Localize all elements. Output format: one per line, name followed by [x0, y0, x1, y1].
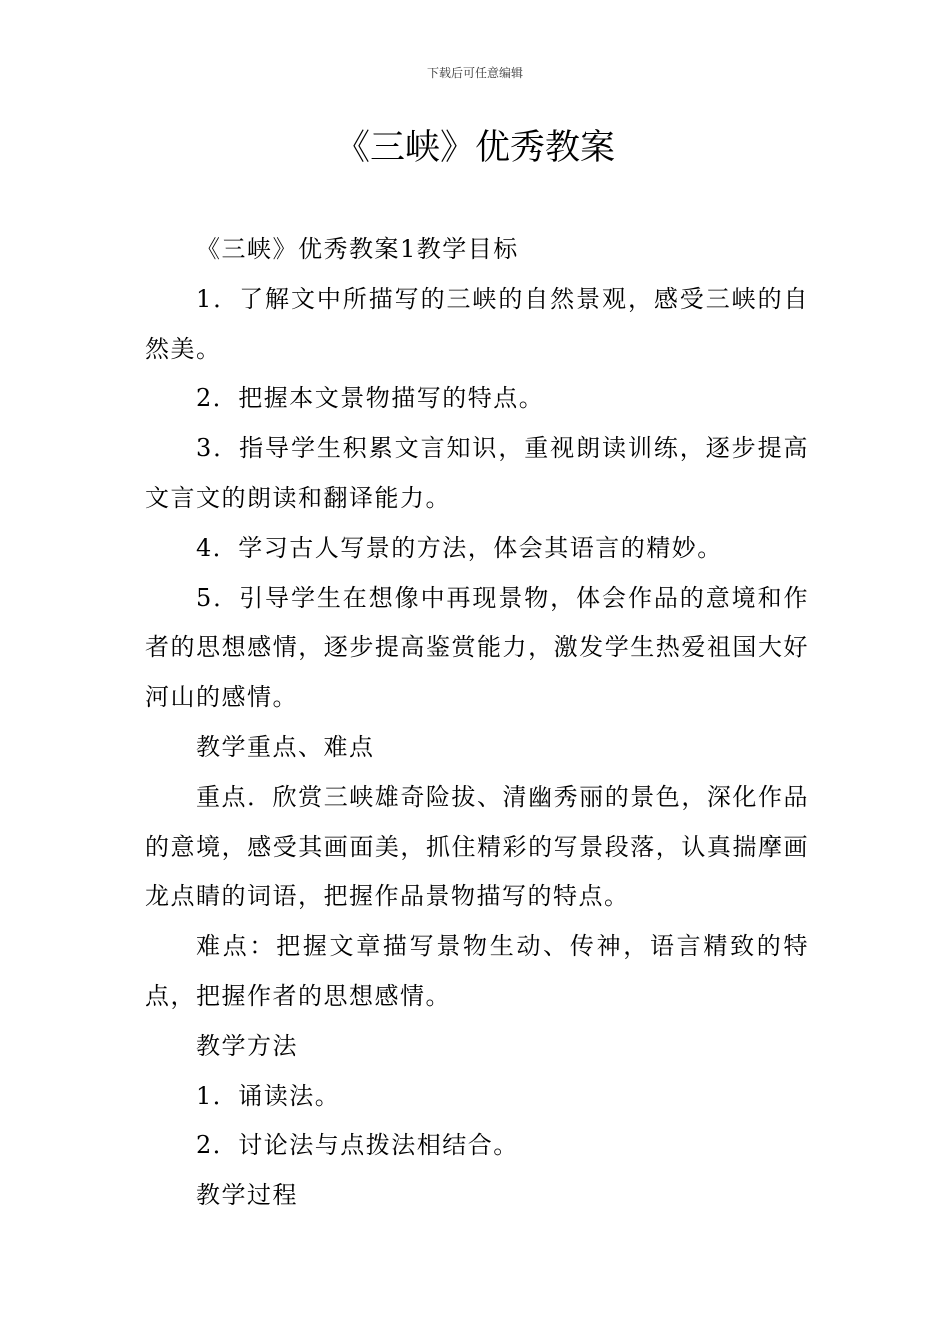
- heading-teaching-objectives: 《三峡》优秀教案1教学目标: [196, 235, 519, 263]
- document-title: 《三峡》优秀教案: [334, 128, 615, 168]
- heading-teaching-process: 教学过程: [196, 1181, 298, 1210]
- objective-item-2: 2．把握本文景物描写的特点。: [196, 384, 545, 413]
- heading-key-difficult-points: 教学重点、难点: [196, 732, 375, 761]
- method-item-2: 2．讨论法与点拨法相结合。: [196, 1131, 519, 1160]
- objective-item-3: 3．指导学生积累文言知识，重视朗读训练，逐步提高文言文的朗读和翻译能力。: [145, 434, 809, 512]
- method-item-1: 1．诵读法。: [196, 1081, 341, 1110]
- difficult-point-paragraph: 难点：把握文章描写景物生动、传神，语言精致的特点，把握作者的思想感情。: [145, 932, 809, 1010]
- objective-item-5: 5．引导学生在想像中再现景物，体会作品的意境和作者的思想感情，逐步提高鉴赏能力，激发学生热爱祖国大好河山的感情。: [145, 583, 809, 712]
- heading-teaching-methods: 教学方法: [196, 1031, 298, 1060]
- document-body: [145, 225, 809, 1221]
- objective-item-4: 4．学习古人写景的方法，体会其语言的精妙。: [196, 533, 723, 562]
- key-point-paragraph: 重点．欣赏三峡雄奇险拔、清幽秀丽的景色，深化作品的意境，感受其画面美，抓住精彩的写景段落，认真揣摩画龙点睛的词语，把握作品景物描写的特点。: [145, 782, 809, 911]
- page-header-note: 下载后可任意编辑: [426, 66, 523, 80]
- objective-item-1: 1．了解文中所描写的三峡的自然景观，感受三峡的自然美。: [145, 284, 809, 363]
